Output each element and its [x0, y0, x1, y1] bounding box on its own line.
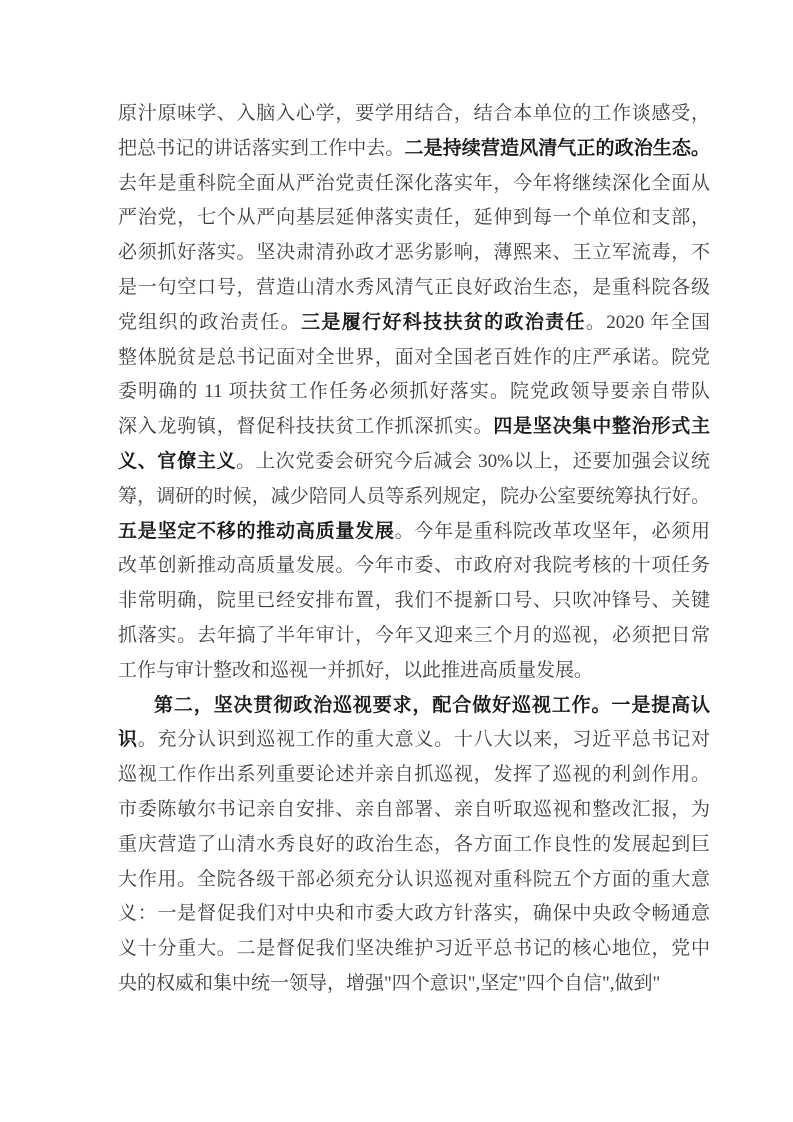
text-segment: 党组织的政治责任。 — [118, 311, 302, 333]
text-segment: 巡视工作作出系列重要论述并亲自抓巡视，发挥了巡视的利剑作用。 — [118, 764, 710, 786]
text-segment: 是一句空口号，营造山清水秀风清气正良好政治生态，是重科院各级 — [118, 276, 710, 298]
text-line — [118, 201, 710, 236]
text-segment: 改革创新推动高质量发展。今年市委、市政府对我院考核的十项任务 — [118, 555, 710, 577]
text-line — [118, 480, 710, 515]
text-segment: 重庆营造了山清水秀良好的政治生态，各方面工作良性的发展起到巨 — [118, 833, 710, 855]
text-segment: 大作用。全院各级干部必须充分认识巡视对重科院五个方面的重大意 — [118, 868, 710, 890]
text-line — [118, 271, 710, 306]
text-segment: 深入龙驹镇，督促科技扶贫工作抓深抓实。 — [118, 416, 494, 438]
paragraph — [118, 689, 710, 1002]
text-line — [118, 167, 710, 202]
text-line — [118, 515, 710, 550]
text-line — [118, 863, 710, 898]
bold-text-segment: 四是坚决集中整治形式主 — [493, 416, 710, 438]
text-line — [118, 341, 710, 376]
bold-text-segment: 识 — [118, 729, 138, 751]
text-line — [118, 654, 710, 689]
text-line — [118, 619, 710, 654]
text-segment: 工作与审计整改和巡视一并抓好，以此推进高质量发展。 — [118, 659, 594, 681]
text-line — [118, 932, 710, 967]
text-line — [118, 793, 710, 828]
bold-text-segment: 义、官僚主义 — [118, 450, 237, 472]
bold-text-segment: 五是坚定不移的推动高质量发展 — [118, 520, 395, 542]
text-segment: 。2020 年全国 — [585, 311, 710, 333]
text-line — [118, 410, 710, 445]
text-segment: 委明确的 11 项扶贫工作任务必须抓好落实。院党政领导要亲自带队 — [118, 381, 710, 403]
text-line — [118, 967, 710, 1002]
text-segment: 市委陈敏尔书记亲自安排、亲自部署、亲自听取巡视和整改汇报，为 — [118, 798, 710, 820]
text-segment: 。上次党委会研究今后减会 30%以上，还要加强会议统 — [236, 450, 710, 472]
text-segment: 义：一是督促我们对中央和市委大政方针落实，确保中央政令畅通意 — [118, 903, 710, 925]
text-block — [118, 97, 710, 1002]
text-line — [118, 306, 710, 341]
text-segment: 去年是重科院全面从严治党责任深化落实年，今年将继续深化全面从 — [118, 172, 710, 194]
text-line — [118, 584, 710, 619]
text-line — [118, 375, 710, 410]
text-segment: 把总书记的讲话落实到工作中去。 — [118, 137, 405, 159]
text-line — [118, 897, 710, 932]
text-line — [118, 445, 710, 480]
text-line — [118, 97, 710, 132]
text-segment: 严治党，七个从严向基层延伸落实责任，延伸到每一个单位和支部， — [118, 207, 710, 229]
text-line — [118, 132, 710, 167]
text-line — [118, 689, 710, 724]
text-line — [118, 723, 710, 758]
text-segment: 。充分认识到巡视工作的重大意义。十八大以来，习近平总书记对 — [137, 729, 710, 751]
bold-text-segment: 二是持续营造风清气正的政治生态。 — [404, 137, 710, 159]
text-line — [118, 758, 710, 793]
text-segment: 必须抓好落实。坚决肃清孙政才恶劣影响，薄熙来、王立军流毒，不 — [118, 242, 710, 264]
text-segment: 筹，调研的时候，减少陪同人员等系列规定，院办公室要统筹执行好。 — [118, 485, 710, 507]
text-line — [118, 828, 710, 863]
bold-text-segment: 第二，坚决贯彻政治巡视要求，配合做好巡视工作。一是提高认 — [154, 694, 710, 716]
text-segment: 义十分重大。二是督促我们坚决维护习近平总书记的核心地位，党中 — [118, 938, 710, 960]
bold-text-segment: 三是履行好科技扶贫的政治责任 — [301, 311, 586, 333]
text-segment: 整体脱贫是总书记面对全世界，面对全国老百姓作的庄严承诺。院党 — [118, 346, 710, 368]
text-segment: 央的权威和集中统一领导，增强"四个意识",坚定"四个自信",做到" — [118, 972, 661, 994]
text-segment: 原汁原味学、入脑入心学，要学用结合，结合本单位的工作谈感受， — [118, 103, 710, 124]
text-line — [118, 236, 710, 271]
text-segment: 抓落实。去年搞了半年审计，今年又迎来三个月的巡视，必须把日常 — [118, 624, 710, 646]
text-line — [118, 549, 710, 584]
paragraph — [118, 97, 710, 689]
text-segment: 非常明确，院里已经安排布置，我们不提新口号、只吹冲锋号、关键 — [118, 590, 710, 612]
text-segment: 。今年是重科院改革攻坚年，必须用 — [394, 520, 710, 542]
